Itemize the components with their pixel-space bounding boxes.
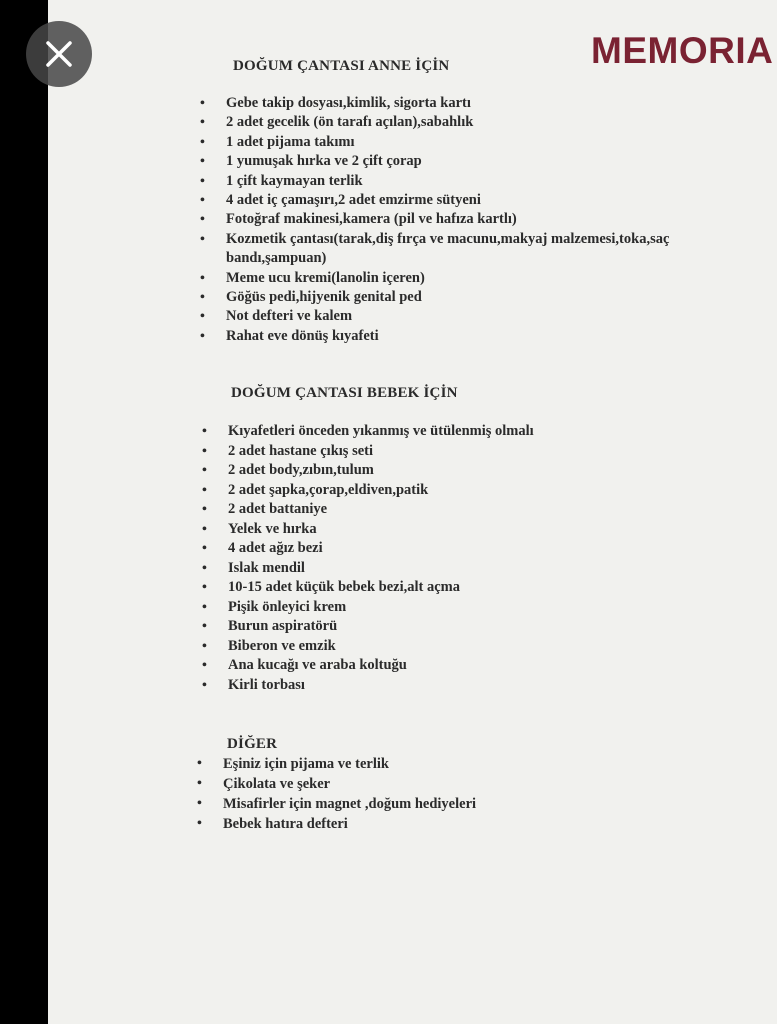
bullet-icon: • <box>202 619 207 634</box>
list-item-text: Kıyafetleri önceden yıkanmış ve ütülenmiş olmalı <box>228 423 534 439</box>
list-item-text: 2 adet hastane çıkış seti <box>228 442 373 459</box>
bullet-icon: • <box>200 289 205 305</box>
list-item-text: Fotoğraf makinesi,kamera (pil ve hafıza kartlı) <box>226 211 517 228</box>
list-item <box>200 288 746 307</box>
list-item <box>200 152 746 171</box>
list-item <box>202 481 728 501</box>
list-item-text: 10-15 adet küçük bebek bezi,alt açma <box>228 579 460 595</box>
bullet-icon: • <box>200 231 205 247</box>
bullet-icon: • <box>197 756 202 771</box>
list-item <box>202 559 728 579</box>
bullet-icon: • <box>200 154 205 170</box>
list-item-text: Eşiniz için pijama ve terlik <box>223 756 389 772</box>
bullet-icon: • <box>200 115 205 131</box>
list-item <box>200 133 746 152</box>
bullet-icon: • <box>202 482 207 498</box>
list-item <box>202 656 728 676</box>
bullet-icon: • <box>202 541 207 556</box>
bullet-icon: • <box>202 580 207 595</box>
close-button[interactable] <box>26 21 92 87</box>
list-item <box>197 814 723 834</box>
list-item-text: Kozmetik çantası(tarak,diş fırça ve macunu,makyaj malzemesi,toka,saç bandı,şampuan) <box>226 230 670 267</box>
list-item <box>202 598 728 618</box>
list-item <box>202 676 728 696</box>
list-item-text: Misafirler için magnet ,doğum hediyeleri <box>223 796 477 812</box>
list-item <box>202 578 728 598</box>
bullet-icon: • <box>200 212 205 228</box>
bullet-icon: • <box>202 424 207 439</box>
list-item <box>202 442 728 462</box>
list-item-text: 2 adet battaniye <box>228 501 328 517</box>
list-item-text: 2 adet body,zıbın,tulum <box>228 462 374 478</box>
list-item <box>202 539 728 559</box>
list-item <box>200 230 746 269</box>
list-item-text: Biberon ve emzik <box>228 637 336 654</box>
list-item-text: Kirli torbası <box>228 676 305 693</box>
list-item <box>202 637 728 657</box>
list-item <box>200 172 746 191</box>
list-item <box>197 774 723 794</box>
bullet-icon: • <box>200 309 205 325</box>
bullet-icon: • <box>200 173 205 189</box>
bullet-icon: • <box>202 443 207 459</box>
list-item-text: 4 adet ağız bezi <box>228 540 323 556</box>
list-item-text: Rahat eve dönüş kıyafeti <box>226 327 379 344</box>
bullet-icon: • <box>202 599 207 615</box>
list-item <box>202 617 728 637</box>
bullet-icon: • <box>200 96 205 111</box>
list-item <box>200 113 746 132</box>
list-item-text: Pişik önleyici krem <box>228 598 347 615</box>
list-item <box>202 422 728 442</box>
bullet-icon: • <box>197 776 202 791</box>
list-item-text: Not defteri ve kalem <box>226 308 353 325</box>
list-item-text: 1 adet pijama takımı <box>226 133 355 150</box>
list-item <box>202 500 728 520</box>
document-page <box>48 0 777 1024</box>
bullet-icon: • <box>197 796 202 811</box>
heading-mother: DOĞUM ÇANTASI ANNE İÇİN <box>233 58 450 74</box>
bullet-icon: • <box>200 134 205 150</box>
bullet-icon: • <box>202 560 207 576</box>
list-item-text: Bebek hatıra defteri <box>223 816 348 832</box>
bullet-icon: • <box>202 677 207 693</box>
list-item <box>200 94 746 113</box>
list-item <box>200 210 746 229</box>
bullet-icon: • <box>202 463 207 478</box>
list-item-text: Gebe takip dosyası,kimlik, sigorta kartı <box>226 95 471 111</box>
left-black-strip <box>0 0 48 1024</box>
list-item <box>197 754 723 774</box>
list-item-text: Islak mendil <box>228 559 305 576</box>
list-item-text: Göğüs pedi,hijyenik genital ped <box>226 288 422 305</box>
list-baby <box>202 422 728 695</box>
bullet-icon: • <box>202 658 207 673</box>
bullet-icon: • <box>202 638 207 654</box>
list-item <box>197 794 723 814</box>
bullet-icon: • <box>197 816 202 831</box>
list-mother <box>200 94 746 346</box>
heading-other: DİĞER <box>227 736 278 752</box>
list-item <box>200 269 746 288</box>
list-item <box>200 191 746 210</box>
bullet-icon: • <box>202 502 207 517</box>
list-item-text: 4 adet iç çamaşırı,2 adet emzirme sütyeni <box>226 191 481 208</box>
list-item <box>200 327 746 346</box>
list-item-text: Burun aspiratörü <box>228 618 338 634</box>
list-item-text: 1 yumuşak hırka ve 2 çift çorap <box>226 153 422 170</box>
list-item-text: Yelek ve hırka <box>228 520 317 537</box>
brand-logo-text: MEMORIA <box>591 30 774 71</box>
list-item-text: Meme ucu kremi(lanolin içeren) <box>226 269 425 286</box>
close-icon <box>44 39 74 69</box>
list-item <box>202 461 728 481</box>
list-item-text: 2 adet şapka,çorap,eldiven,patik <box>228 481 429 498</box>
list-other <box>197 754 723 834</box>
bullet-icon: • <box>200 270 205 286</box>
bullet-icon: • <box>200 192 205 208</box>
list-item-text: 1 çift kaymayan terlik <box>226 172 363 189</box>
list-item-text: Ana kucağı ve araba koltuğu <box>228 657 407 673</box>
list-item <box>200 307 746 326</box>
heading-baby: DOĞUM ÇANTASI BEBEK İÇİN <box>231 385 458 401</box>
list-item-text: Çikolata ve şeker <box>223 776 331 792</box>
list-item-text: 2 adet gecelik (ön tarafı açılan),sabahlık <box>226 114 474 131</box>
list-item <box>202 520 728 540</box>
bullet-icon: • <box>200 328 205 344</box>
bullet-icon: • <box>202 521 207 537</box>
